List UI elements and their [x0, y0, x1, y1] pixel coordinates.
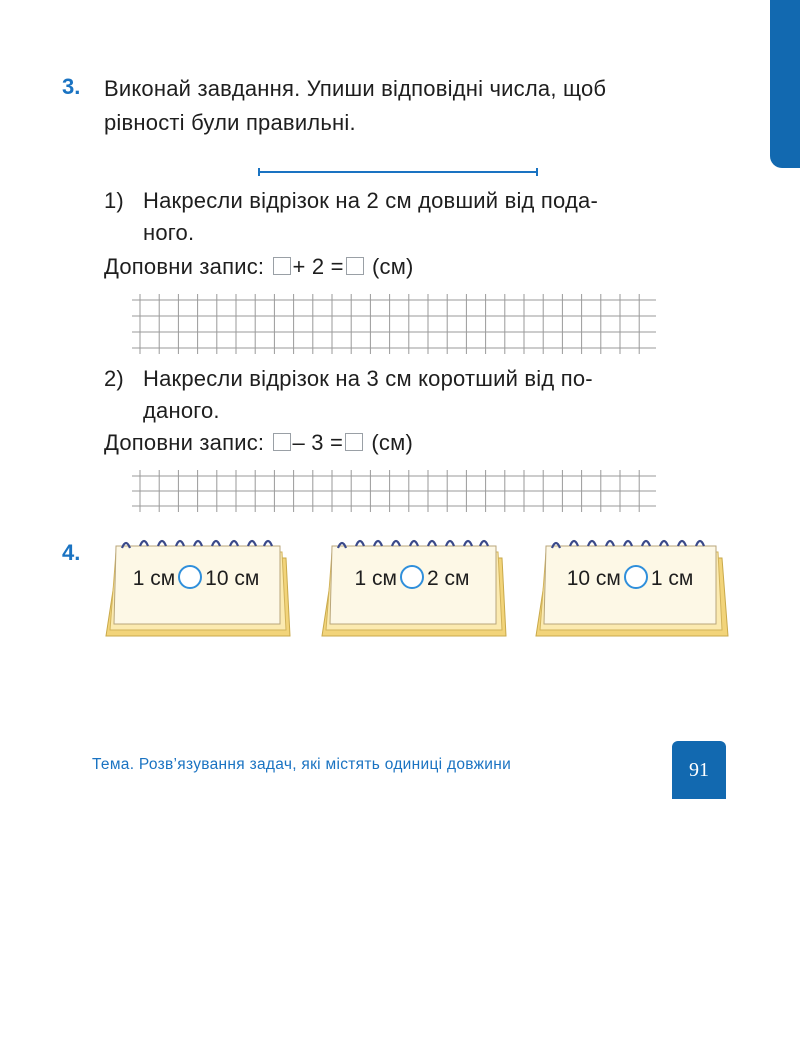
side-tab-marker	[770, 0, 800, 168]
answer-box[interactable]	[273, 433, 291, 451]
comparison-circle[interactable]	[178, 565, 202, 589]
comparison-3	[530, 565, 730, 591]
item1-line2: ного.	[143, 220, 195, 245]
task-number-4: 4.	[62, 540, 81, 565]
item1-line1: Накресли відрізок на 2 см довший від пода-	[143, 188, 598, 213]
notepad-card-3	[530, 532, 730, 640]
answer-box[interactable]	[346, 257, 364, 275]
right-value: 1 см	[650, 567, 694, 590]
right-value: 10 см	[205, 567, 260, 590]
answer-box[interactable]	[273, 257, 291, 275]
comparison-circle[interactable]	[624, 565, 648, 589]
given-segment	[258, 171, 538, 173]
record-operation: + 2 =	[292, 254, 344, 279]
item1-label: 1)	[104, 188, 124, 213]
left-value: 1 см	[354, 567, 397, 590]
notepad-card-2	[316, 532, 508, 640]
left-value: 10 см	[566, 567, 621, 590]
drawing-grid-1[interactable]	[132, 294, 656, 354]
item2-line1: Накресли відрізок на 3 см коротший від по-	[143, 366, 593, 391]
left-value: 1 см	[132, 567, 176, 590]
item2-line2: даного.	[143, 398, 220, 423]
record-operation: – 3 =	[292, 430, 344, 455]
footer-topic: Тема. Розв’язування задач, які містять одиниці довжини	[92, 756, 512, 773]
item2-label: 2)	[104, 366, 124, 391]
task-number-3: 3.	[62, 74, 81, 99]
task3-instruction-line1: Виконай завдання. Упиши відповідні числа, щоб	[104, 76, 607, 101]
item1-record	[104, 252, 414, 282]
answer-box[interactable]	[345, 433, 363, 451]
right-value: 2 см	[427, 567, 470, 590]
record-unit: (см)	[371, 430, 413, 455]
comparison-1	[100, 565, 292, 591]
record-prefix: Доповни запис:	[104, 254, 265, 279]
drawing-grid-2[interactable]	[132, 470, 656, 512]
comparison-2	[316, 565, 508, 591]
record-unit: (см)	[372, 254, 414, 279]
notepad-card-1	[100, 532, 292, 640]
comparison-circle[interactable]	[400, 565, 424, 589]
item2-record	[104, 428, 413, 458]
task3-instruction-line2: рівності були правильні.	[104, 110, 356, 135]
page-number: 91	[672, 741, 726, 799]
record-prefix: Доповни запис:	[104, 430, 265, 455]
